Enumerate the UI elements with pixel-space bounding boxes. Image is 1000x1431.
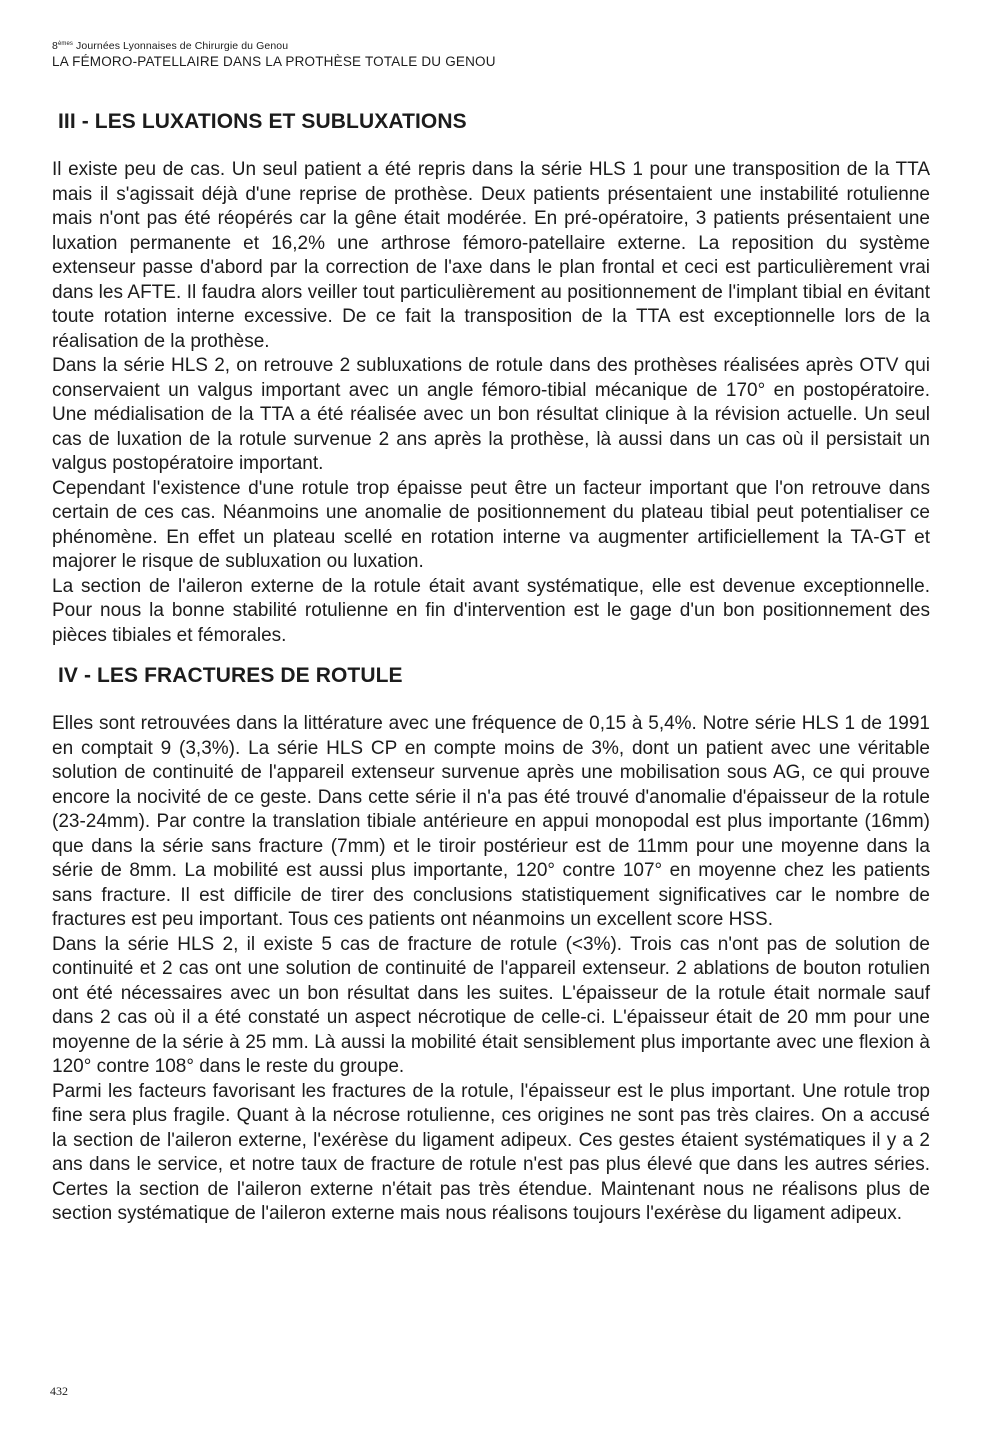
section-fractures bbox=[52, 662, 930, 1227]
paragraph: Cependant l'existence d'une rotule trop épaisse peut être un facteur important que l'on retrouve dans certain de ces cas. Néanmoins une anomalie de positionnement du plateau tibial peut potentialiser ce phénomène. En effet un plateau scellé en rotation interne va augmenter artificiellement la TA-GT et majorer le risque de subluxation ou luxation. bbox=[52, 477, 930, 572]
section-body-fractures bbox=[52, 712, 930, 1227]
main-content bbox=[52, 108, 930, 1227]
section-luxations bbox=[52, 108, 930, 648]
chapter-title: LA FÉMORO-PATELLAIRE DANS LA PROTHÈSE TOTALE DU GENOU bbox=[52, 54, 496, 69]
running-header bbox=[52, 38, 932, 70]
section-heading-luxations: III - LES LUXATIONS ET SUBLUXATIONS bbox=[58, 110, 467, 133]
section-body-luxations bbox=[52, 158, 930, 648]
paragraph: Dans la série HLS 2, il existe 5 cas de fracture de rotule (<3%). Trois cas n'ont pas de solution de continuité et 2 cas ont une solution de continuité de l'appareil extenseur. 2 ablations de bouton rotulien ont été nécessaires avec un bon résultat dans les suites. L'épaisseur de la rotule était normale sauf dans 2 cas où il a été constaté un aspect nécrotique de celle-ci. L'épaisseur était de 20 mm pour une moyenne de la série à 25 mm. Là aussi la mobilité était sensiblement plus importante avec une flexion à 120° contre 108° dans le reste du groupe. bbox=[52, 933, 930, 1077]
page-number: 432 bbox=[50, 1384, 68, 1398]
section-heading-fractures: IV - LES FRACTURES DE ROTULE bbox=[58, 664, 403, 687]
conference-event: Journées Lyonnaises de Chirurgie du Genou bbox=[73, 40, 289, 52]
conference-name bbox=[52, 38, 932, 53]
conference-ordinal: 8 bbox=[52, 40, 58, 52]
paragraph: Il existe peu de cas. Un seul patient a été repris dans la série HLS 1 pour une transposition de la TTA mais il s'agissait déjà d'une reprise de prothèse. Deux patients présentaient une instabilité rotulienne mais n'ont pas été réopérés car la gêne était modérée. En pré-opératoire, 3 patients présentaient une luxation permanente et 16,2% une arthrose fémoro-patellaire externe. La reposition du système extenseur passe d'abord par la correction de l'axe dans le plan frontal et ceci est particulièrement vrai dans les AFTE. Il faudra alors veiller tout particulièrement au positionnement de l'implant tibial en évitant toute rotation interne excessive. De ce fait la transposition de la TTA est exceptionnelle lors de la réalisation de la prothèse. bbox=[52, 159, 930, 352]
paragraph: La section de l'aileron externe de la rotule était avant systématique, elle est devenue exceptionnelle. Pour nous la bonne stabilité rotulienne en fin d'intervention est le gage d'un bon positionnement des pièces tibiales et fémorales. bbox=[52, 575, 930, 646]
paragraph: Elles sont retrouvées dans la littérature avec une fréquence de 0,15 à 5,4%. Notre série HLS 1 de 1991 en comptait 9 (3,3%). La série HLS CP en compte moins de 3%, dont un patient avec une véritable solution de continuité de l'appareil extenseur survenue après une mobilisation sous AG, ce qui prouve encore la nocivité de ce geste. Dans cette série il n'a pas été trouvé d'anomalie d'épaisseur de la rotule (23-24mm). Par contre la translation tibiale antérieure en appui monopodal est plus importante (16mm) que dans la série sans fracture (7mm) et le tiroir postérieur est de 11mm pour une moyenne dans la série de 8mm. La mobilité est aussi plus importante, 120° contre 107° en moyenne chez les patients sans fracture. Il est difficile de tirer des conclusions statistiquement significatives car le nombre de fractures est peu important. Tous ces patients ont néanmoins un excellent score HSS. bbox=[52, 713, 930, 930]
paragraph: Dans la série HLS 2, on retrouve 2 subluxations de rotule dans des prothèses réalisées après OTV qui conservaient un valgus important avec un angle fémoro-tibial mécanique de 170° en postopératoire. Une médialisation de la TTA a été réalisée avec un bon résultat clinique à la révision actuelle. Un seul cas de luxation de la rotule survenue 2 ans après la prothèse, là aussi dans un cas où il persistait un valgus postopératoire important. bbox=[52, 355, 930, 474]
paragraph: Parmi les facteurs favorisant les fractures de la rotule, l'épaisseur est le plus important. Une rotule trop fine sera plus fragile. Quant à la nécrose rotulienne, ces origines ne sont pas très claires. On a accusé la section de l'aileron externe, l'exérèse du ligament adipeux. Ces gestes étaient systématiques il y a 2 ans dans le service, et notre taux de fracture de rotule n'est pas plus élevé que dans les autres séries. Certes la section de l'aileron externe n'était pas très étendue. Maintenant nous ne réalisons plus de section systématique de l'aileron externe mais nous réalisons toujours l'exérèse du ligament adipeux. bbox=[52, 1080, 930, 1224]
conference-ordinal-suffix: èmes bbox=[57, 41, 74, 47]
